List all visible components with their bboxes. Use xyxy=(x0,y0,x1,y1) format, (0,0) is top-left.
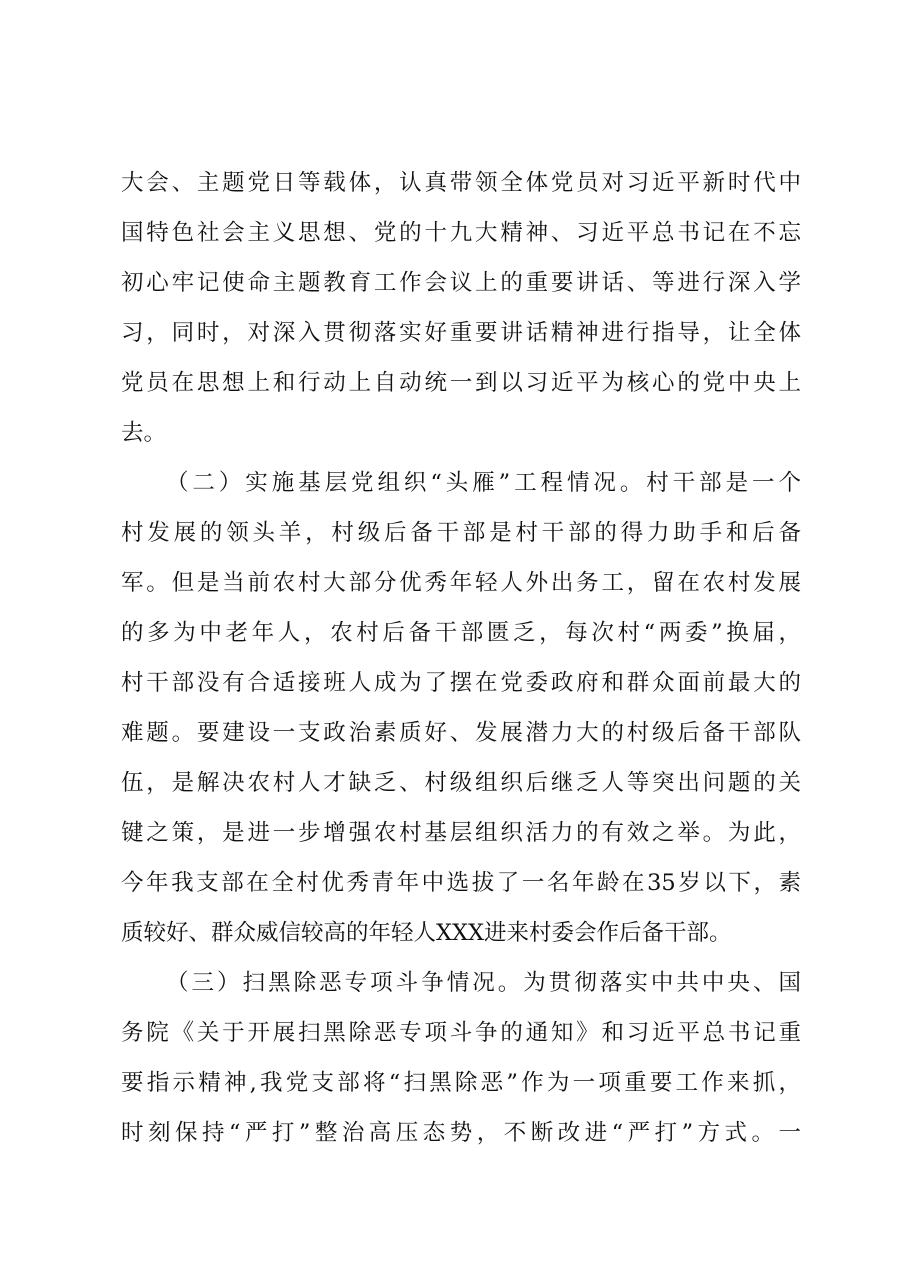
text-line: 时刻保持“严打”整治高压态势，不断改进“严打”方式。一 xyxy=(121,1120,801,1146)
text-line: 去。 xyxy=(121,420,167,446)
text-line: 习，同时，对深入贯彻落实好重要讲话精神进行指导，让全体 xyxy=(121,320,801,346)
text-line: 难题。要建设一支政治素质好、发展潜力大的村级后备干部队 xyxy=(121,720,801,746)
text-line: 初心牢记使命主题教育工作会议上的重要讲话、等进行深入学 xyxy=(121,270,801,296)
text-line: 键之策，是进一步增强农村基层组织活力的有效之举。为此， xyxy=(121,820,801,846)
text-line: 要指示精神,我党支部将“扫黑除恶”作为一项重要工作来抓， xyxy=(121,1070,801,1096)
paragraph-heading-line: （三）扫黑除恶专项斗争情况。为贯彻落实中共中央、国 xyxy=(166,970,801,996)
text-line: 党员在思想上和行动上自动统一到以习近平为核心的党中央上 xyxy=(121,370,801,396)
text-line: 国特色社会主义思想、党的十九大精神、习近平总书记在不忘 xyxy=(121,220,801,246)
text-line: 军。但是当前农村大部分优秀年轻人外出务工，留在农村发展 xyxy=(121,570,801,596)
text-line: 的多为中老年人，农村后备干部匮乏，每次村“两委”换届， xyxy=(121,620,801,646)
text-line: 村发展的领头羊，村级后备干部是村干部的得力助手和后备 xyxy=(121,520,801,546)
text-line: 今年我支部在全村优秀青年中选拔了一名年龄在35岁以下，素 xyxy=(121,870,801,896)
text-line: 伍，是解决农村人才缺乏、村级组织后继乏人等突出问题的关 xyxy=(121,770,801,796)
text-line: 务院《关于开展扫黑除恶专项斗争的通知》和习近平总书记重 xyxy=(121,1020,801,1046)
paragraph-heading-line: （二）实施基层党组织“头雁”工程情况。村干部是一个 xyxy=(166,470,801,496)
text-line: 村干部没有合适接班人成为了摆在党委政府和群众面前最大的 xyxy=(121,670,801,696)
text-line: 大会、主题党日等载体，认真带领全体党员对习近平新时代中 xyxy=(121,170,801,196)
text-line: 质较好、群众威信较高的年轻人XXX进来村委会作后备干部。 xyxy=(121,920,732,946)
